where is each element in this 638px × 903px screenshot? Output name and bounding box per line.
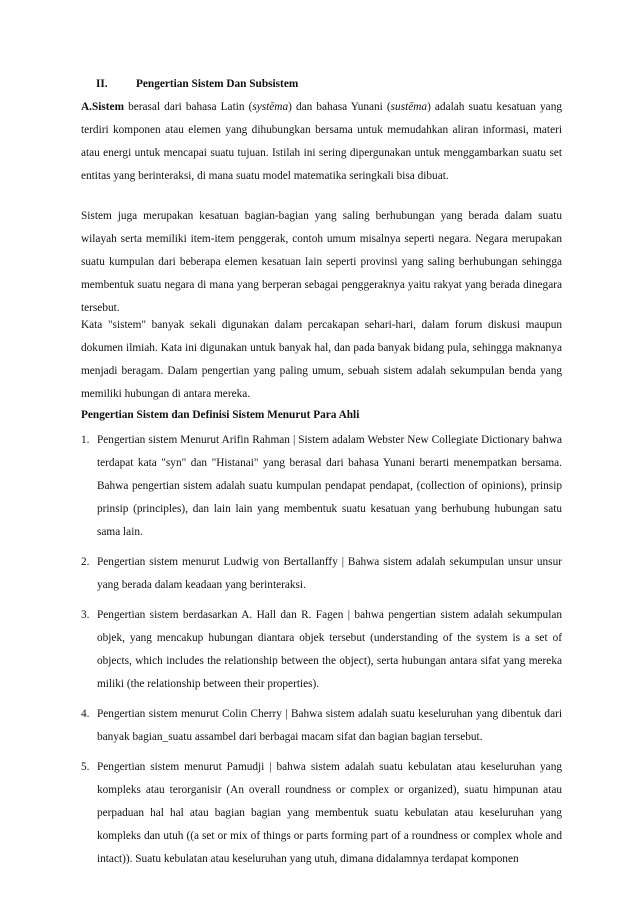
list-item (81, 703, 562, 749)
list-item (81, 429, 562, 544)
subsection-heading: Pengertian Sistem dan Definisi Sistem Menurut Para Ahli (81, 409, 360, 421)
section-title: Pengertian Sistem Dan Subsistem (136, 78, 299, 90)
expert-definitions-list (81, 429, 562, 878)
latin-term: systēma (252, 101, 289, 113)
list-number: 1. (81, 434, 90, 446)
list-item-text: Pengertian sistem menurut Colin Cherry | Bahwa sistem adalah suatu keseluruhan yang dibentuk dari banyak bagian_suatu assambel dari berbagai macam sifat dan bagian bagian tersebut. (97, 708, 562, 743)
paragraph-text: berasal dari bahasa Latin ( (124, 101, 253, 113)
paragraph-lead: A.Sistem (81, 101, 124, 113)
list-item (81, 604, 562, 696)
list-item-text: Pengertian sistem Menurut Arifin Rahman | Sistem adalam Webster New Collegiate Dictionary bahwa terdapat kata "syn" dan "Histanai" yang berasal dari bahasa Yunani berarti menempatkan bersama. Bahwa pengertian sistem adalah suatu kumpulan pendapat pendapat, (collection of opinions), prinsip prinsip (principles), dan lain lain yang membentuk suatu kesatuan yang berhubung hubungan satu sama lain. (97, 434, 562, 538)
section-number: II. (96, 78, 108, 90)
paragraph-word-system: Kata "sistem" banyak sekali digunakan dalam percakapan sehari-hari, dalam forum diskusi maupun dokumen ilmiah. Kata ini digunakan untuk banyak hal, dan pada banyak bidang pula, sehingga maknanya menjadi beragam. Dalam pengertian yang paling umum, sebuah sistem adalah sekumpulan benda yang memiliki hubungan di antara mereka. (81, 319, 562, 400)
paragraph-text: ) adalah suatu kesatuan yang terdiri komponen atau elemen yang dihubungkan bersama untuk memudahkan aliran informasi, materi atau energi untuk mencapai suatu tujuan. Istilah ini sering dipergunakan untuk menggambarkan suatu set entitas yang berinteraksi, di mana suatu model matematika seringkali bisa dibuat. (81, 101, 562, 182)
paragraph-definition (81, 96, 562, 188)
list-item-text: Pengertian sistem berdasarkan A. Hall dan R. Fagen | bahwa pengertian sistem adalah sekumpulan objek, yang mencakup hubungan diantara objek tersebut (understanding of the system is a set of objects, which includes the relationship between the object), serta hubungan antara sifat yang mereka miliki (the relationship between their properties). (97, 609, 562, 690)
list-item (81, 756, 562, 871)
section-heading (96, 73, 298, 96)
list-item-text: Pengertian sistem menurut Pamudji | bahwa sistem adalah suatu kebulatan atau keseluruhan yang kompleks atau terorganisir (An overall roundness or complex or organized), suatu himpunan atau perpaduan hal hal atau bagian bagian yang membentuk suatu kebulatan atau keseluruhan yang kompleks dan utuh ((a set or mix of things or parts forming part of a roundness or complex whole and intact)). Suatu kebulatan atau keseluruhan yang utuh, dimana didalamnya terdapat komponen (97, 761, 562, 865)
list-item (81, 551, 562, 597)
list-number: 4. (81, 708, 90, 720)
list-number: 3. (81, 609, 90, 621)
list-item-text: Pengertian sistem menurut Ludwig von Bertallanffy | Bahwa sistem adalah sekumpulan unsur unsur yang berada dalam keadaan yang berinteraksi. (97, 556, 562, 591)
greek-term: sustēma (390, 101, 428, 113)
paragraph-system-unity: Sistem juga merupakan kesatuan bagian-bagian yang saling berhubungan yang berada dalam suatu wilayah serta memiliki item-item penggerak, contoh umum misalnya seperti negara. Negara merupakan suatu kumpulan dari beberapa elemen kesatuan lain seperti provinsi yang saling berhubungan sehingga membentuk suatu negara di mana yang berperan sebagai penggeraknya yaitu rakyat yang berada dinegara tersebut. (81, 210, 562, 314)
paragraph-text: ) dan bahasa Yunani ( (288, 101, 391, 113)
list-number: 2. (81, 556, 90, 568)
list-number: 5. (81, 761, 90, 773)
